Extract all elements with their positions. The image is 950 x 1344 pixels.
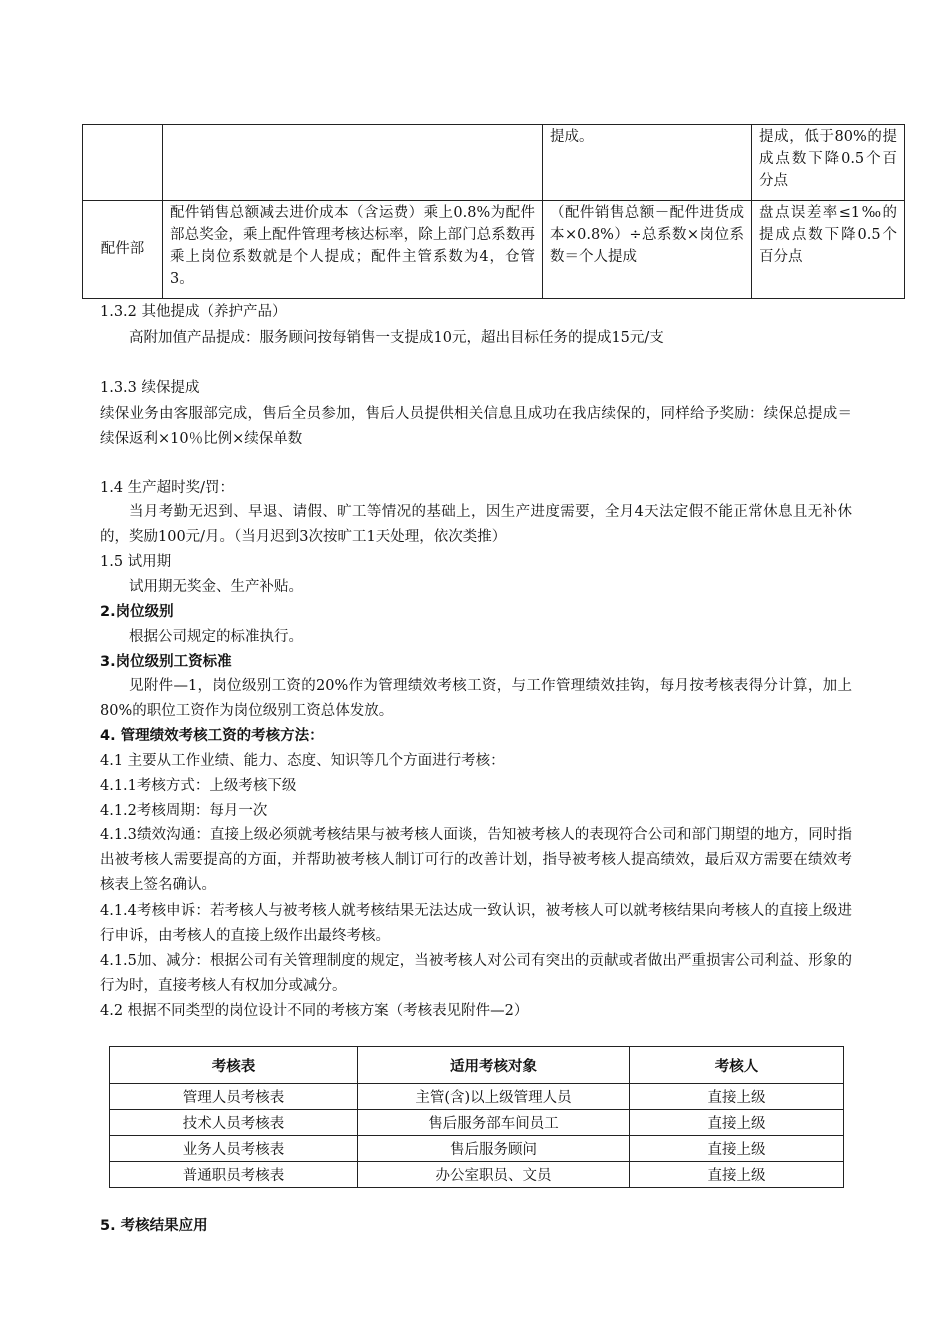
section-heading-1-4: 1.4 生产超时奖/罚： <box>100 480 235 496</box>
section-heading-1-3-3: 1.3.3 续保提成 <box>100 380 200 396</box>
table-row <box>110 1084 844 1110</box>
section-text-4-1-1: 4.1.1考核方式：上级考核下级 <box>100 778 297 794</box>
section-text-4-2: 4.2 根据不同类型的岗位设计不同的考核方案（考核表见附件—2） <box>100 1003 529 1019</box>
section-heading-2: 2.岗位级别 <box>100 604 174 620</box>
column-header: 考核表 <box>110 1047 358 1084</box>
section-text-4-1: 4.1 主要从工作业绩、能力、态度、知识等几个方面进行考核： <box>100 753 505 769</box>
table-cell: 售后服务部车间员工 <box>358 1110 630 1136</box>
table-header-row <box>110 1047 844 1084</box>
table-cell: 主管(含)以上级管理人员 <box>358 1084 630 1110</box>
table-cell: 直接上级 <box>630 1136 844 1162</box>
table-cell: 办公室职员、文员 <box>358 1162 630 1188</box>
section-text-4-1-2: 4.1.2考核周期：每月一次 <box>100 803 268 819</box>
table-cell: 业务人员考核表 <box>110 1136 358 1162</box>
section-text-1-4: 当月考勤无迟到、早退、请假、旷工等情况的基础上，因生产进度需要，全月4天法定假不能正常休息且无补休的，奖励100元/月。（当月迟到3次按旷工1天处理，依次类推） <box>100 504 852 545</box>
description-cell: 配件销售总额减去进价成本（含运费）乘上0.8%为配件部总奖金，乘上配件管理考核达标率，除上部门总系数再乘上岗位系数就是个人提成；配件主管系数为4，仓管3。 <box>163 201 543 299</box>
commission-table <box>82 124 905 299</box>
table-row <box>110 1110 844 1136</box>
section-text-2: 根据公司规定的标准执行。 <box>129 629 303 645</box>
section-text-4-1-5: 4.1.5加、减分：根据公司有关管理制度的规定，当被考核人对公司有突出的贡献或者做出严重损害公司利益、形象的行为时，直接考核人有权加分或减分。 <box>100 953 852 994</box>
table-row <box>83 201 905 299</box>
table-row <box>110 1162 844 1188</box>
section-heading-5: 5. 考核结果应用 <box>100 1218 208 1234</box>
section-text-1-3-2: 高附加值产品提成：服务顾问按每销售一支提成10元，超出目标任务的提成15元/支 <box>129 330 664 346</box>
table-cell: 售后服务顾问 <box>358 1136 630 1162</box>
section-heading-4: 4. 管理绩效考核工资的考核方法： <box>100 728 324 744</box>
section-text-4-1-3: 4.1.3绩效沟通：直接上级必须就考核结果与被考核人面谈，告知被考核人的表现符合公司和部门期望的地方，同时指出被考核人需要提高的方面，并帮助被考核人制订可行的改善计划，指导被考核人提高绩效，最后双方需要在绩效考核表上签名确认。 <box>100 827 852 893</box>
column-header: 考核人 <box>630 1047 844 1084</box>
section-heading-3: 3.岗位级别工资标准 <box>100 654 232 670</box>
formula-cell: 提成。 <box>543 125 752 201</box>
evaluation-table <box>109 1046 844 1188</box>
table-cell: 直接上级 <box>630 1162 844 1188</box>
column-header: 适用考核对象 <box>358 1047 630 1084</box>
description-cell <box>163 125 543 201</box>
table-cell: 普通职员考核表 <box>110 1162 358 1188</box>
section-text-4-1-4: 4.1.4考核申诉：若考核人与被考核人就考核结果无法达成一致认识，被考核人可以就考核结果向考核人的直接上级进行申诉，由考核人的直接上级作出最终考核。 <box>100 903 852 944</box>
section-text-1-5: 试用期无奖金、生产补贴。 <box>129 579 303 595</box>
section-text-1-3-3: 续保业务由客服部完成，售后全员参加，售后人员提供相关信息且成功在我店续保的，同样给予奖励：续保总提成＝续保返利×10％比例×续保单数 <box>100 406 852 447</box>
table-cell: 管理人员考核表 <box>110 1084 358 1110</box>
dept-cell <box>83 125 163 201</box>
formula-cell: （配件销售总额－配件进货成本×0.8%）÷总系数×岗位系数＝个人提成 <box>543 201 752 299</box>
penalty-cell: 盘点误差率≤1‰的提成点数下降0.5个百分点 <box>752 201 905 299</box>
penalty-cell: 提成，低于80%的提成点数下降0.5个百分点 <box>752 125 905 201</box>
section-text-3: 见附件—1，岗位级别工资的20%作为管理绩效考核工资，与工作管理绩效挂钩，每月按考核表得分计算，加上80%的职位工资作为岗位级别工资总体发放。 <box>100 678 852 719</box>
section-heading-1-3-2: 1.3.2 其他提成（养护产品） <box>100 304 287 320</box>
table-cell: 直接上级 <box>630 1084 844 1110</box>
section-heading-1-5: 1.5 试用期 <box>100 554 172 570</box>
table-cell: 技术人员考核表 <box>110 1110 358 1136</box>
table-row <box>83 125 905 201</box>
dept-cell: 配件部 <box>83 201 163 299</box>
table-cell: 直接上级 <box>630 1110 844 1136</box>
table-row <box>110 1136 844 1162</box>
